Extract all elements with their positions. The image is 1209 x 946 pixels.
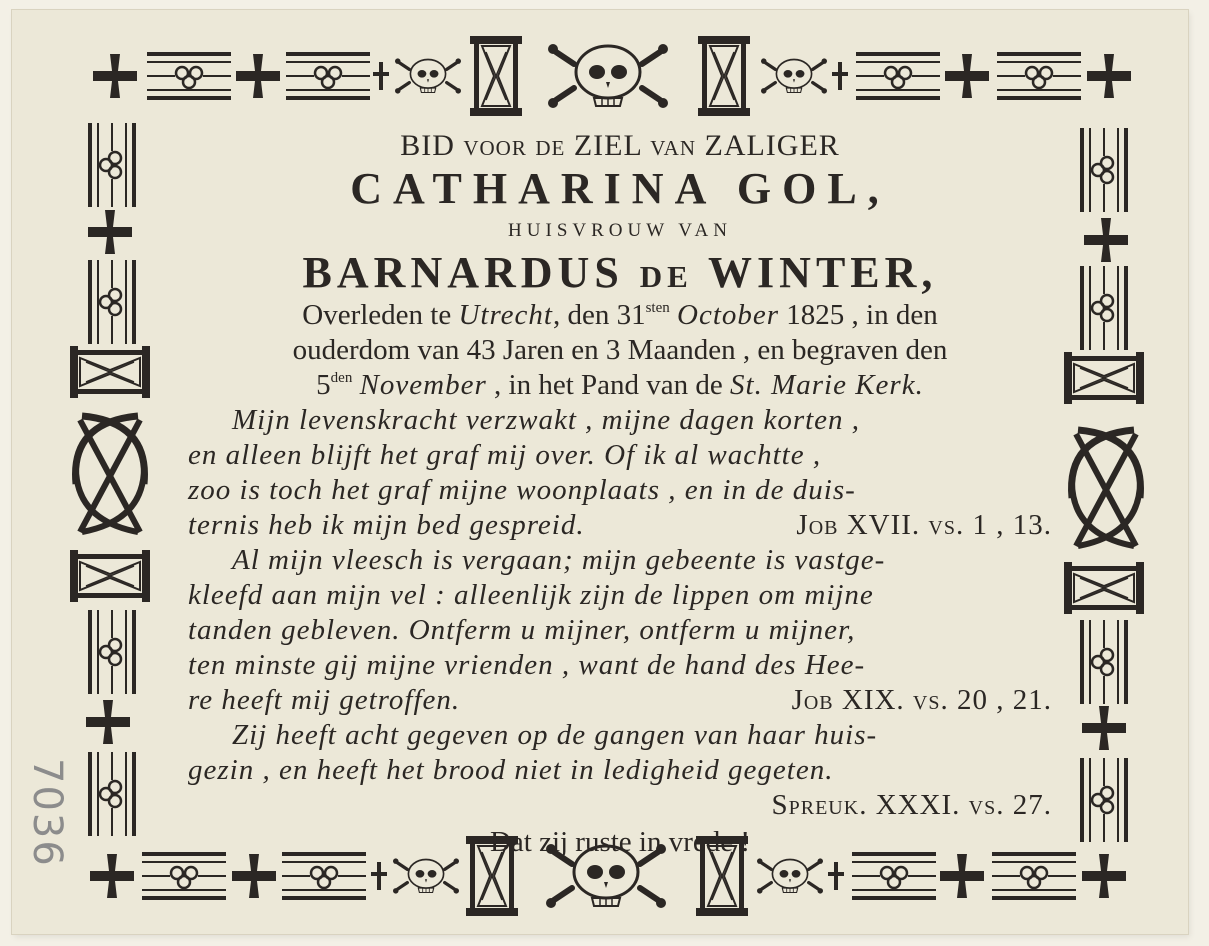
- skull-icon: [761, 58, 827, 93]
- clover-ornament-icon: [1078, 128, 1130, 212]
- cross-icon: [1087, 54, 1131, 98]
- death-notice-line-1: Overleden te Utrecht, den $31^{sten}$ October 1825 , in den: [302, 299, 938, 331]
- cross-icon: [1082, 706, 1126, 750]
- cross-icon: [1082, 854, 1126, 898]
- hourglass-icon: [70, 346, 150, 398]
- heading-line: BID voor de ZIEL van ZALIGER: [400, 129, 840, 162]
- verse-line: Zij heeft acht gegeven op de gangen van haar huis-: [232, 719, 878, 751]
- verse-line: en alleen blijft het graf mij over. Of ik al wachtte ,: [188, 439, 822, 471]
- top-border: [93, 36, 1131, 116]
- verse-line: gezin , en heeft het brood niet in ledigheid gegeten.: [188, 754, 834, 786]
- clover-ornament-icon: [856, 50, 940, 102]
- verse-line: tanden gebleven. Ontferm u mijner, ontferm u mijner,: [188, 614, 856, 646]
- clover-ornament-icon: [86, 610, 138, 694]
- clover-ornament-icon: [1078, 266, 1130, 350]
- skull-icon: [393, 858, 459, 893]
- skull-crossbones-icon: [548, 44, 668, 108]
- cross-icon: [1084, 218, 1128, 262]
- spouse-name: BARNARDUS de WINTER,: [302, 248, 938, 297]
- accession-number: 7036: [24, 758, 70, 868]
- cross-icon: [236, 54, 280, 98]
- skull-icon: [757, 858, 823, 893]
- right-border: [1064, 128, 1144, 842]
- cross-icon: [90, 854, 134, 898]
- hourglass-icon: [70, 550, 150, 602]
- clover-ornament-icon: [86, 260, 138, 344]
- cross-icon: [945, 54, 989, 98]
- hourglass-icon: [1064, 562, 1144, 614]
- verse-line: kleefd aan mijn vel : alleenlijk zijn de lippen om mijne: [188, 579, 874, 611]
- small-cross-icon: [373, 62, 389, 90]
- clover-ornament-icon: [86, 752, 138, 836]
- clover-ornament-icon: [997, 50, 1081, 102]
- hourglass-icon: [470, 36, 522, 116]
- hourglass-icon: [698, 36, 750, 116]
- clover-ornament-icon: [147, 50, 231, 102]
- crossed-scythes-icon: [76, 416, 145, 532]
- scripture-reference: Job XVII. vs. 1 , 13.: [796, 509, 1052, 541]
- verse-proverbs-31: [188, 718, 1052, 823]
- cross-icon: [88, 210, 132, 254]
- verse-line: Al mijn vleesch is vergaan; mijn gebeente is vastge-: [232, 544, 886, 576]
- scripture-reference: Job XIX. vs. 20 , 21.: [791, 684, 1052, 716]
- clover-ornament-icon: [286, 50, 370, 102]
- clover-ornament-icon: [1078, 620, 1130, 704]
- skull-icon: [395, 58, 461, 93]
- relation-line: HUISVROUW VAN: [508, 220, 732, 241]
- verse-line: ternis heb ik mijn bed gespreid. Job XVII. vs. 1 , 13.: [188, 509, 1052, 541]
- verse-line: re heeft mij getroffen. Job XIX. vs. 20 , 21.: [188, 684, 1052, 716]
- death-notice-line-3: $5^{den}$ November , in het Pand van de St. Marie Kerk.: [316, 369, 924, 401]
- verse-job-19: [188, 543, 1052, 718]
- memorial-card: [12, 10, 1188, 934]
- verse-job-17: [188, 403, 1052, 543]
- closing-line: Dat zij ruste in vrede !: [489, 826, 751, 858]
- crossed-scythes-icon: [1072, 430, 1141, 546]
- hourglass-icon: [1064, 352, 1144, 404]
- deceased-name: CATHARINA GOL,: [350, 164, 890, 213]
- verse-line: Mijn levenskracht verzwakt , mijne dagen korten ,: [232, 404, 861, 436]
- clover-ornament-icon: [1078, 758, 1130, 842]
- small-cross-icon: [828, 862, 844, 890]
- verse-line: ten minste gij mijne vrienden , want de hand des Hee-: [188, 649, 866, 681]
- verse-line: zoo is toch het graf mijne woonplaats , en in de duis-: [188, 474, 856, 506]
- scripture-reference: Spreuk. XXXI. vs. 27.: [771, 789, 1052, 821]
- card-text: [188, 128, 1052, 860]
- cross-icon: [86, 700, 130, 744]
- clover-ornament-icon: [86, 123, 138, 207]
- death-notice-line-2: ouderdom van 43 Jaren en 3 Maanden , en begraven den: [292, 334, 948, 366]
- small-cross-icon: [832, 62, 848, 90]
- small-cross-icon: [371, 862, 387, 890]
- cross-icon: [93, 54, 137, 98]
- left-border: [70, 123, 150, 836]
- cross-icon: [940, 854, 984, 898]
- cross-icon: [232, 854, 276, 898]
